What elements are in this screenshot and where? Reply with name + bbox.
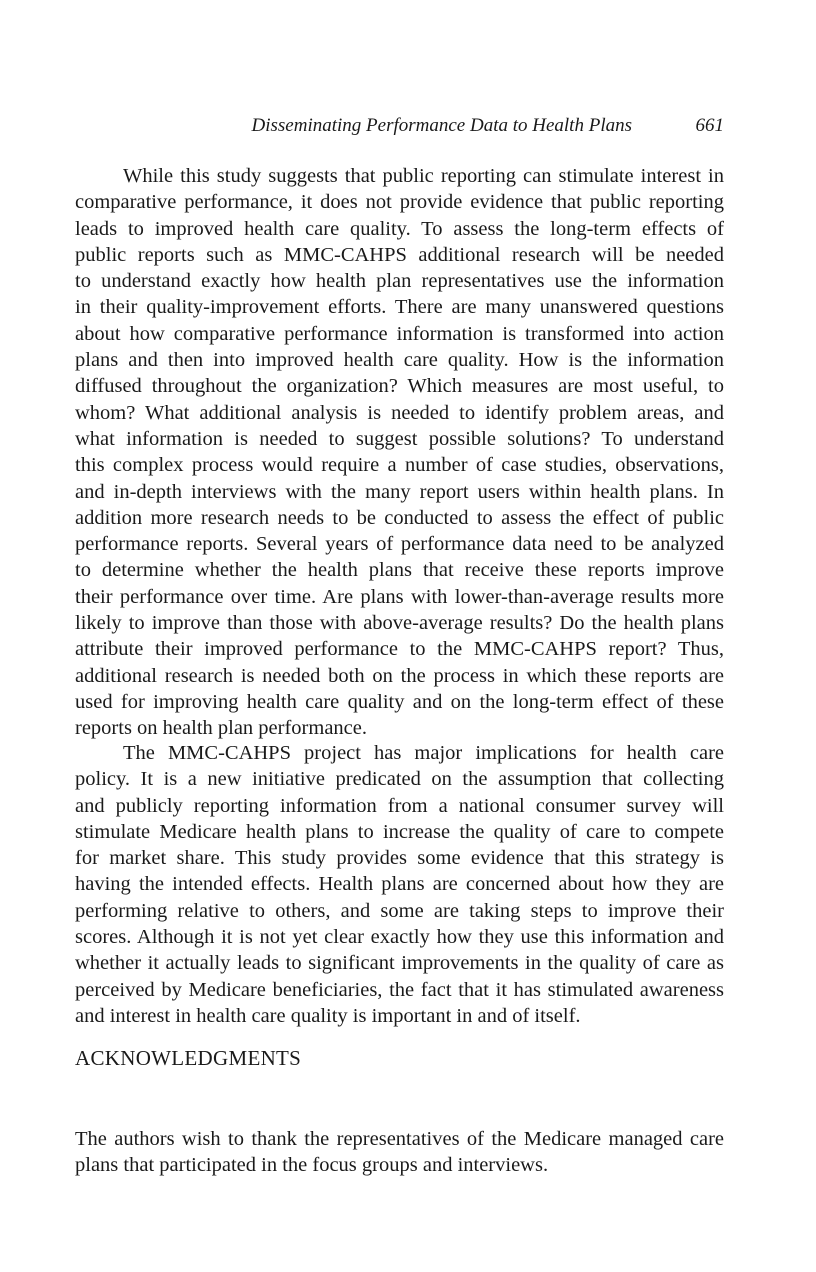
- running-head: [0, 115, 724, 141]
- text-line: perceived by Medicare beneficiaries, the fact that it has stimulated awareness: [75, 978, 724, 1001]
- text-line: to understand exactly how health plan representatives use the information: [75, 270, 724, 293]
- text-line: used for improving health care quality and on the long-term effect of these: [75, 690, 724, 713]
- text-line: addition more research needs to be conducted to assess the effect of public: [75, 506, 724, 529]
- text-line: what information is needed to suggest possible solutions? To understand: [75, 427, 724, 450]
- text-line: attribute their improved performance to the MMC-CAHPS report? Thus,: [75, 638, 724, 661]
- text-line: to determine whether the health plans that receive these reports improve: [75, 559, 724, 582]
- section-heading-acknowledgments: ACKNOWLEDGMENTS: [75, 1046, 302, 1070]
- text-line: this complex process would require a number of case studies, observations,: [75, 454, 724, 477]
- text-line: in their quality-improvement efforts. There are many unanswered questions: [75, 296, 724, 319]
- text-line: public reports such as MMC-CAHPS additional research will be needed: [75, 243, 724, 266]
- text-line: policy. It is a new initiative predicated on the assumption that collecting: [75, 768, 724, 791]
- text-line: additional research is needed both on the process in which these reports are: [75, 664, 724, 687]
- text-line: plans and then into improved health care quality. How is the information: [75, 349, 724, 372]
- text-line: plans that participated in the focus groups and interviews.: [75, 1154, 549, 1177]
- text-line: their performance over time. Are plans with lower-than-average results more: [75, 585, 724, 608]
- text-line: performance reports. Several years of performance data need to be analyzed: [75, 533, 724, 556]
- text-line: and in-depth interviews with the many report users within health plans. In: [75, 480, 724, 503]
- text-line: comparative performance, it does not provide evidence that public reporting: [75, 191, 724, 214]
- text-line: and interest in health care quality is important in and of itself.: [75, 1004, 581, 1027]
- text-line: leads to improved health care quality. To assess the long-term effects of: [75, 217, 724, 240]
- text-line: The MMC-CAHPS project has major implications for health care: [123, 742, 724, 764]
- text-line: scores. Although it is not yet clear exactly how they use this information and: [75, 926, 724, 949]
- text-line: whom? What additional analysis is needed to identify problem areas, and: [75, 401, 724, 424]
- text-line: performing relative to others, and some are taking steps to improve their: [75, 899, 724, 922]
- text-line: likely to improve than those with above-average results? Do the health plans: [75, 612, 724, 635]
- acknowledgments-paragraph: [75, 1126, 724, 1179]
- running-head-title: Disseminating Performance Data to Health Plans: [251, 115, 632, 136]
- text-line: having the intended effects. Health plans are concerned about how they are: [75, 873, 724, 896]
- text-line: diffused throughout the organization? Which measures are most useful, to: [75, 375, 724, 398]
- body-paragraph-1: [75, 163, 724, 742]
- text-line: The authors wish to thank the representatives of the Medicare managed care: [75, 1128, 724, 1150]
- body-paragraph-2: [75, 740, 724, 1029]
- text-line: about how comparative performance information is transformed into action: [75, 322, 724, 345]
- text-line: While this study suggests that public reporting can stimulate interest in: [123, 165, 724, 187]
- text-line: whether it actually leads to significant improvements in the quality of care as: [75, 952, 724, 975]
- text-line: and publicly reporting information from a national consumer survey will: [75, 794, 724, 817]
- text-line: stimulate Medicare health plans to increase the quality of care to compete: [75, 820, 724, 843]
- page-number: 661: [695, 115, 724, 136]
- text-line: reports on health plan performance.: [75, 717, 368, 740]
- text-line: for market share. This study provides some evidence that this strategy is: [75, 847, 724, 870]
